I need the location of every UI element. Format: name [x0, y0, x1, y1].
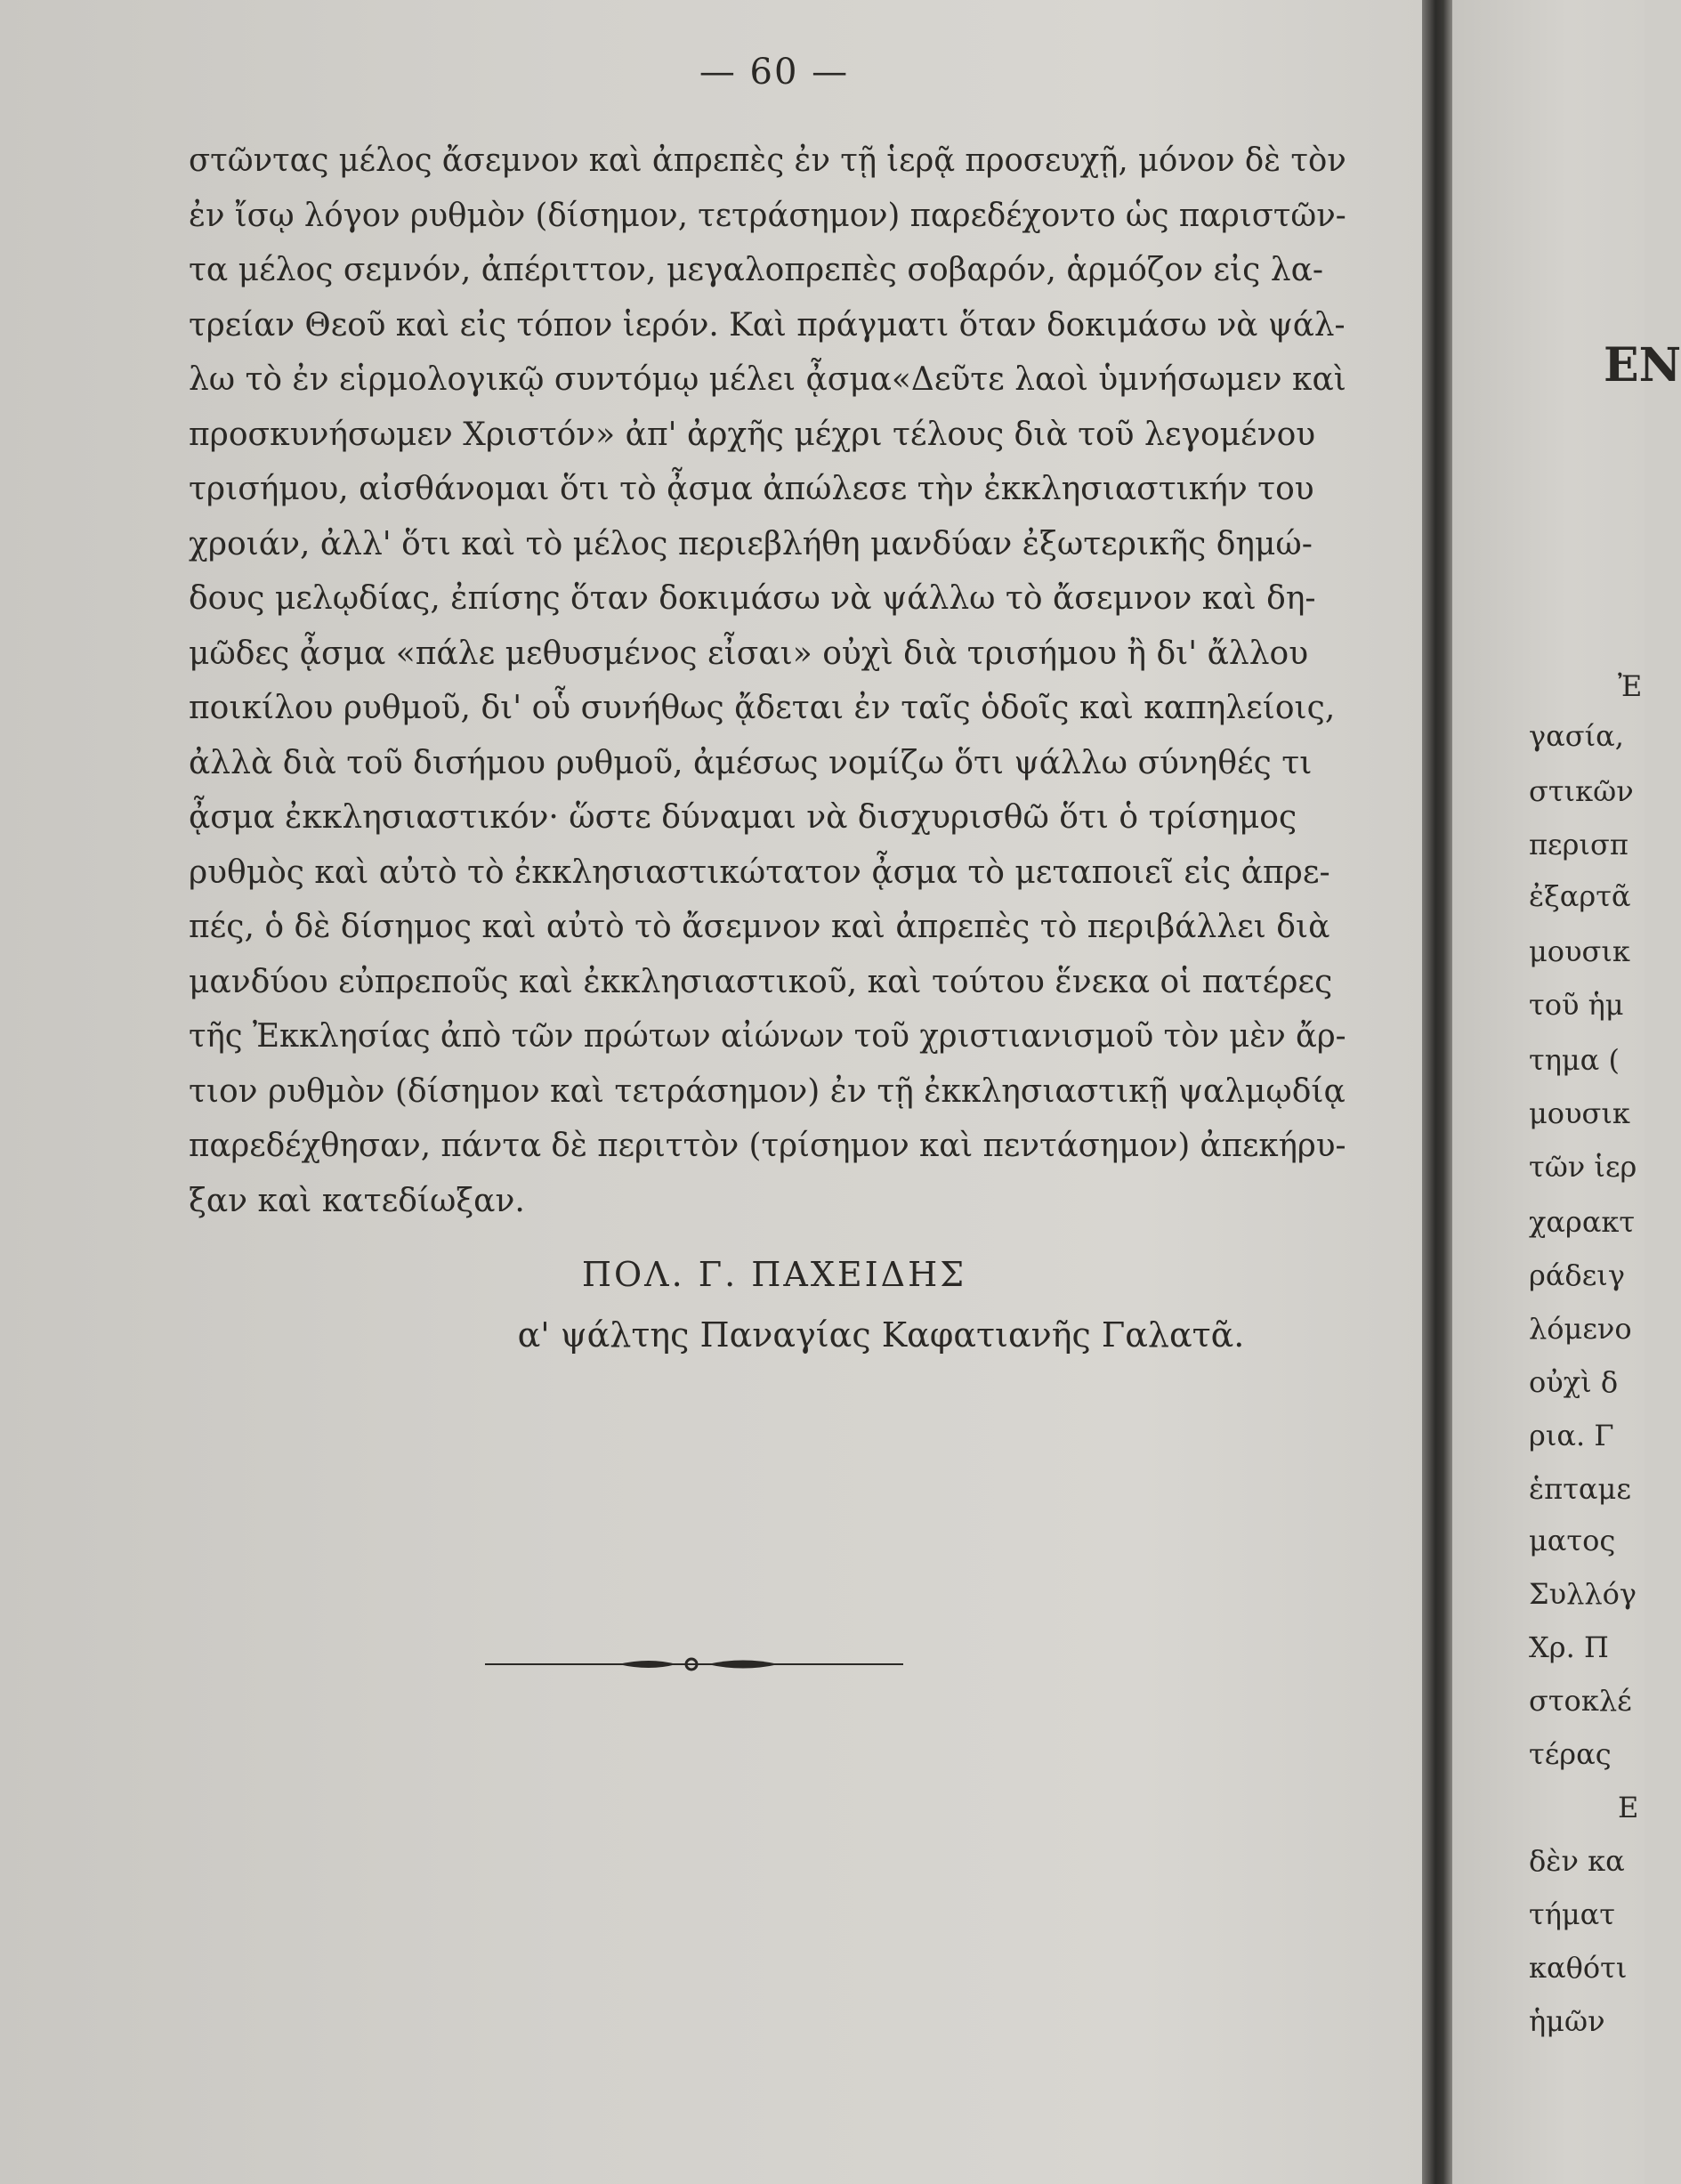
text-line: μῶδες ᾆσμα «πάλε μεθυσμένος εἶσαι» οὐχὶ διὰ τρισήμου ἢ δι' ἄλλου [189, 635, 1309, 672]
page-number: — 60 — [699, 52, 850, 93]
right-text-line: καθότι [1529, 1951, 1628, 1985]
text-line: ξαν καὶ κατεδίωξαν. [189, 1182, 525, 1219]
text-line: παρεδέχθησαν, πάντα δὲ περιττὸν (τρίσημον καὶ πεντάσημον) ἀπεκήρυ- [189, 1128, 1346, 1164]
right-text-line: τῶν ἱερ [1529, 1150, 1637, 1184]
text-line: χροιάν, ἀλλ' ὅτι καὶ τὸ μέλος περιεβλήθη μανδύαν ἐξωτερικῆς δημώ- [189, 525, 1313, 562]
right-text-line: Χρ. Π [1529, 1630, 1609, 1664]
right-text-line: οὐχὶ δ [1529, 1365, 1619, 1399]
right-text-line: δὲν κα [1529, 1844, 1625, 1878]
right-text-line: χαρακτ [1529, 1205, 1636, 1239]
text-line: ἀλλὰ διὰ τοῦ δισήμου ρυθμοῦ, ἀμέσως νομίζω ὅτι ψάλλω σύνηθές τι [189, 744, 1313, 781]
text-line: τρισήμου, αἰσθάνομαι ὅτι τὸ ᾆσμα ἀπώλεσε τὴν ἐκκλησιαστικήν του [189, 471, 1314, 507]
right-text-line: ἡμῶν [1529, 2004, 1605, 2038]
right-text-line: τήματ [1529, 1897, 1615, 1931]
right-text-line: Ἐ [1618, 669, 1643, 703]
right-text-line: στοκλέ [1529, 1684, 1632, 1718]
text-line: ρυθμὸς καὶ αὐτὸ τὸ ἐκκλησιαστικώτατον ᾆσμα τὸ μεταποιεῖ εἰς ἀπρε- [189, 853, 1330, 891]
author-name: ΠΟΛ. Γ. ΠΑΧΕΙΔΗΣ [581, 1255, 967, 1294]
right-text-line: Ε [1618, 1791, 1639, 1824]
right-page-heading: ΕΝ [1604, 338, 1681, 392]
text-line: λω τὸ ἐν εἱρμολογικῷ συντόμῳ μέλει ᾆσμα«Δεῦτε λαοὶ ὑμνήσωμεν καὶ [189, 361, 1346, 398]
right-text-line: λόμενο [1529, 1312, 1632, 1346]
right-text-line: γασία, [1529, 719, 1624, 753]
right-text-line: τέρας [1529, 1737, 1612, 1771]
text-line: στῶντας μέλος ἄσεμνον καὶ ἀπρεπὲς ἐν τῇ ἱερᾷ προσευχῇ, μόνον δὲ τὸν [189, 142, 1346, 179]
right-text-line: ρια. Γ [1529, 1419, 1614, 1452]
right-text-line: ἐξαρτᾶ [1529, 879, 1631, 913]
text-line: μανδύου εὐπρεποῦς καὶ ἐκκλησιαστικοῦ, καὶ τούτου ἕνεκα οἱ πατέρες [189, 963, 1333, 1000]
right-page [1452, 0, 1681, 2184]
right-text-line: μουσικ [1529, 1096, 1630, 1130]
right-text-line: τοῦ ἡμ [1529, 988, 1624, 1022]
right-text-line: περισπ [1529, 828, 1628, 861]
right-text-line: ράδειγ [1529, 1258, 1625, 1292]
right-text-line: Συλλόγ [1529, 1577, 1637, 1611]
text-line: τῆς Ἐκκλησίας ἀπὸ τῶν πρώτων αἰώνων τοῦ χριστιανισμοῦ τὸν μὲν ἄρ- [189, 1018, 1346, 1055]
article-body [189, 133, 1346, 1228]
right-text-line: μουσικ [1529, 934, 1630, 968]
ornamental-divider [485, 1654, 903, 1675]
text-line: τρείαν Θεοῦ καὶ εἰς τόπον ἱερόν. Καὶ πράγματι ὅταν δοκιμάσω νὰ ψάλ- [189, 306, 1346, 344]
text-line: προσκυνήσωμεν Χριστόν» ἀπ' ἀρχῆς μέχρι τέλους διὰ τοῦ λεγομένου [189, 416, 1316, 453]
text-line: τιον ρυθμὸν (δίσημον καὶ τετράσημον) ἐν τῇ ἐκκλησιαστικῇ ψαλμῳδίᾳ [189, 1072, 1346, 1110]
text-line: ποικίλου ρυθμοῦ, δι' οὗ συνήθως ᾄδεται ἐν ταῖς ὁδοῖς καὶ καπηλείοις, [189, 690, 1336, 726]
right-text-line: ἑπταμε [1529, 1472, 1631, 1506]
text-line: τα μέλος σεμνόν, ἀπέριττον, μεγαλοπρεπὲς σοβαρόν, ἁρμόζον εἰς λα- [189, 252, 1324, 288]
text-line: ἐν ἴσῳ λόγον ρυθμὸν (δίσημον, τετράσημον) παρεδέχοντο ὡς παριστῶν- [189, 197, 1346, 234]
right-text-line: τημα ( [1529, 1043, 1620, 1077]
author-role: α' ψάλτης Παναγίας Καφατιανῆς Γαλατᾶ. [517, 1315, 1245, 1355]
right-text-line: ματος [1529, 1524, 1616, 1557]
text-line: δους μελῳδίας, ἐπίσης ὅταν δοκιμάσω νὰ ψάλλω τὸ ἄσεμνον καὶ δη- [189, 580, 1316, 617]
text-line: ᾆσμα ἐκκλησιαστικόν· ὥστε δύναμαι νὰ δισχυρισθῶ ὅτι ὁ τρίσημος [189, 799, 1297, 836]
book-gutter [1422, 0, 1452, 2184]
right-text-line: στικῶν [1529, 774, 1634, 808]
text-line: πές, ὁ δὲ δίσημος καὶ αὐτὸ τὸ ἄσεμνον καὶ ἀπρεπὲς τὸ περιβάλλει διὰ [189, 909, 1330, 945]
